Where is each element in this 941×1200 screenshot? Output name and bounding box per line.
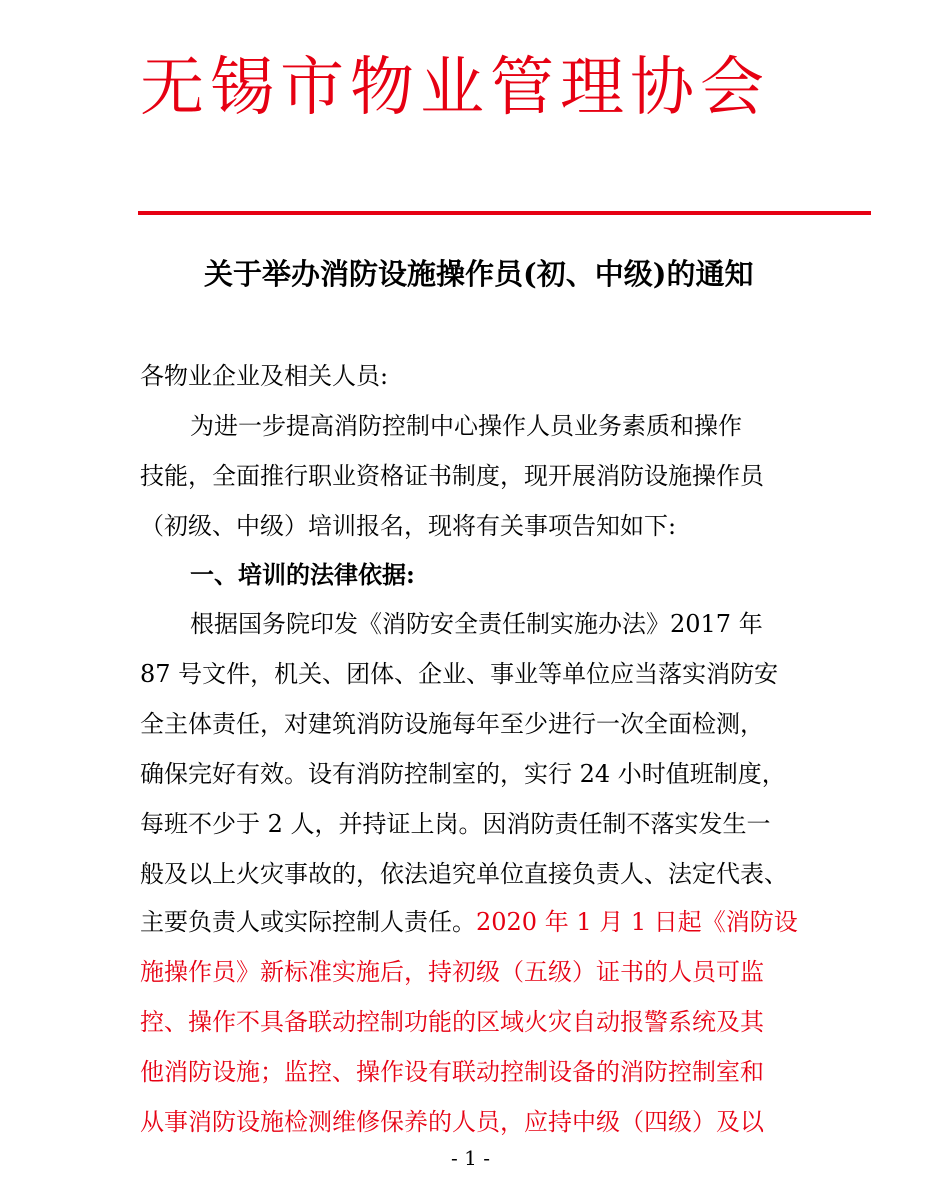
- paragraph-line: 根据国务院印发《消防安全责任制实施办法》2017 年: [190, 610, 763, 638]
- highlighted-text-segment: 2020 年 1 月 1 日起《消防设: [476, 908, 798, 936]
- paragraph-mixed-line: [140, 905, 798, 939]
- paragraph-line: 般及以上火灾事故的，依法追究单位直接负责人、法定代表、: [140, 860, 788, 888]
- highlighted-line: 控、操作不具备联动控制功能的区域火灾自动报警系统及其: [140, 1008, 764, 1036]
- notice-title: 关于举办消防设施操作员(初、中级)的通知: [204, 257, 754, 291]
- highlighted-line: 施操作员》新标准实施后，持初级（五级）证书的人员可监: [140, 958, 764, 986]
- intro-line-1: 为进一步提高消防控制中心操作人员业务素质和操作: [190, 412, 742, 440]
- section-heading: 一、培训的法律依据:: [190, 560, 415, 589]
- letterhead-title: 无锡市物业管理协会: [140, 51, 770, 125]
- paragraph-line: 确保完好有效。设有消防控制室的，实行 24 小时值班制度，: [140, 760, 786, 788]
- paragraph-line: 全主体责任，对建筑消防设施每年至少进行一次全面检测，: [140, 710, 764, 738]
- highlighted-line: 他消防设施；监控、操作设有联动控制设备的消防控制室和: [140, 1058, 764, 1086]
- paragraph-line: 87 号文件，机关、团体、企业、事业等单位应当落实消防安: [140, 660, 779, 688]
- highlighted-line: 从事消防设施检测维修保养的人员，应持中级（四级）及以: [140, 1108, 764, 1136]
- text-segment: 主要负责人或实际控制人责任。: [140, 908, 476, 936]
- intro-line-3: （初级、中级）培训报名，现将有关事项告知如下:: [140, 512, 677, 540]
- letterhead-divider: [138, 211, 871, 215]
- intro-line-2: 技能，全面推行职业资格证书制度，现开展消防设施操作员: [140, 462, 764, 490]
- paragraph-line: 每班不少于 2 人，并持证上岗。因消防责任制不落实发生一: [140, 810, 771, 838]
- salutation: 各物业企业及相关人员:: [140, 362, 389, 390]
- page-number: - 1 -: [451, 1146, 490, 1170]
